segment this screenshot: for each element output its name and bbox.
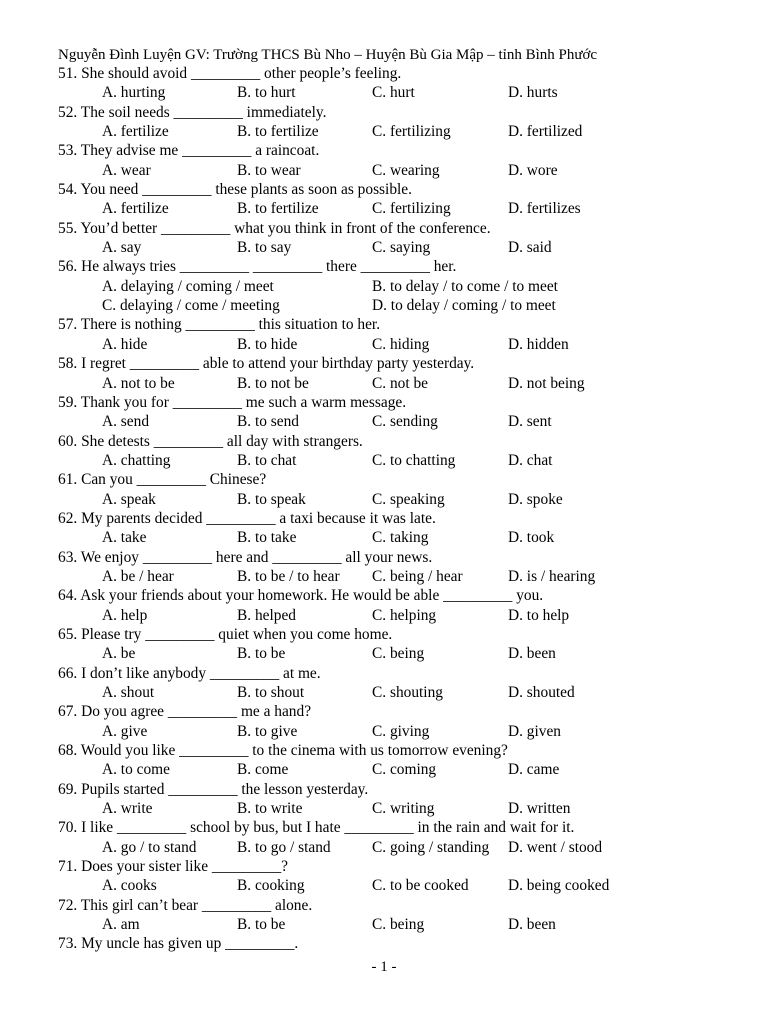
answer-option: A. to come bbox=[102, 761, 170, 779]
answer-option: A. wear bbox=[102, 161, 151, 179]
answer-option: C. being bbox=[372, 645, 425, 663]
answer-option: C. helping bbox=[372, 606, 437, 624]
question-stem: 73. My uncle has given up _________. bbox=[58, 935, 299, 953]
answer-options-row bbox=[58, 490, 748, 509]
answer-option: B. to shout bbox=[237, 684, 305, 701]
answer-option: B. to chat bbox=[237, 451, 297, 469]
answer-option: A. write bbox=[102, 800, 153, 818]
answer-option: D. came bbox=[508, 761, 560, 779]
answer-option: A. fertilize bbox=[102, 200, 169, 218]
answer-option: C. writing bbox=[372, 800, 435, 818]
question-item bbox=[58, 432, 748, 471]
answer-option: A. take bbox=[102, 529, 147, 547]
question-item bbox=[58, 315, 748, 354]
answer-option: D. said bbox=[508, 239, 552, 257]
question-item bbox=[58, 586, 748, 625]
question-stem: 66. I don’t like anybody _________ at me. bbox=[58, 664, 321, 682]
question-item bbox=[58, 664, 748, 703]
answer-option: D. fertilized bbox=[508, 123, 583, 141]
answer-options-row bbox=[58, 161, 748, 180]
answer-option: D. been bbox=[508, 916, 556, 934]
answer-option: A. delaying / coming / meet bbox=[102, 277, 274, 295]
question-stem: 62. My parents decided _________ a taxi because it was late. bbox=[58, 509, 436, 527]
answer-option: D. to help bbox=[508, 606, 570, 624]
answer-option: B. to fertilize bbox=[237, 123, 319, 141]
answer-option: C. taking bbox=[372, 529, 429, 547]
question-item bbox=[58, 548, 748, 587]
answer-options-row bbox=[58, 876, 748, 895]
question-stem: 60. She detests _________ all day with strangers. bbox=[58, 432, 363, 450]
answer-options-row bbox=[58, 374, 748, 393]
question-stem: 53. They advise me _________ a raincoat. bbox=[58, 142, 320, 160]
question-stem: 69. Pupils started _________ the lesson yesterday. bbox=[58, 780, 369, 798]
answer-options-row bbox=[58, 915, 748, 934]
answer-option: B. to give bbox=[237, 722, 298, 740]
answer-options-row bbox=[58, 296, 748, 315]
answer-option: B. to not be bbox=[237, 374, 309, 392]
answer-option: D. given bbox=[508, 722, 562, 740]
question-item bbox=[58, 141, 748, 180]
question-stem: 54. You need _________ these plants as soon as possible. bbox=[58, 181, 412, 199]
question-item bbox=[58, 103, 748, 142]
question-stem: 61. Can you _________ Chinese? bbox=[58, 471, 267, 489]
question-item bbox=[58, 219, 748, 258]
answer-option: A. go / to stand bbox=[102, 838, 197, 856]
answer-option: A. help bbox=[102, 606, 148, 624]
answer-options-row bbox=[58, 799, 748, 818]
question-item bbox=[58, 702, 748, 741]
answer-option: C. hurt bbox=[372, 84, 415, 102]
question-item bbox=[58, 470, 748, 509]
answer-options-row bbox=[58, 760, 748, 779]
question-stem: 51. She should avoid _________ other people’s feeling. bbox=[58, 65, 402, 82]
answer-option: A. say bbox=[102, 239, 142, 257]
answer-option: D. hurts bbox=[508, 84, 558, 102]
answer-option: C. being bbox=[372, 916, 425, 934]
answer-option: B. helped bbox=[237, 606, 296, 624]
answer-option: C. wearing bbox=[372, 161, 440, 179]
question-stem: 58. I regret _________ able to attend your birthday party yesterday. bbox=[58, 355, 475, 373]
answer-option: A. be / hear bbox=[102, 567, 174, 585]
answer-options-row bbox=[58, 277, 748, 296]
question-stem: 67. Do you agree _________ me a hand? bbox=[58, 703, 312, 721]
question-stem: 68. Would you like _________ to the cinema with us tomorrow evening? bbox=[58, 742, 508, 760]
question-stem: 72. This girl can’t bear _________ alone. bbox=[58, 896, 313, 914]
answer-option: D. went / stood bbox=[508, 838, 603, 856]
question-item bbox=[58, 741, 748, 780]
question-stem: 71. Does your sister like _________? bbox=[58, 858, 288, 876]
answer-option: D. written bbox=[508, 800, 571, 818]
answer-option: A. chatting bbox=[102, 451, 171, 469]
answer-option: A. give bbox=[102, 722, 148, 740]
question-item bbox=[58, 896, 748, 935]
answer-options-row bbox=[58, 838, 748, 857]
answer-option: A. fertilize bbox=[102, 123, 169, 141]
question-item bbox=[58, 934, 748, 953]
question-stem: 70. I like _________ school by bus, but I hate _________ in the rain and wait for it. bbox=[58, 819, 575, 837]
answer-option: A. not to be bbox=[102, 374, 175, 392]
question-stem: 57. There is nothing _________ this situation to her. bbox=[58, 316, 381, 334]
answer-options-row bbox=[58, 122, 748, 141]
answer-options-row bbox=[58, 722, 748, 741]
answer-option: D. took bbox=[508, 529, 555, 547]
answer-option: C. giving bbox=[372, 722, 430, 740]
answer-option: C. hiding bbox=[372, 335, 430, 353]
answer-option: D. sent bbox=[508, 413, 552, 431]
answer-option: A. be bbox=[102, 645, 136, 663]
question-item bbox=[58, 818, 748, 857]
answer-option: D. wore bbox=[508, 161, 558, 179]
answer-option: B. to speak bbox=[237, 490, 306, 508]
answer-option: C. coming bbox=[372, 761, 437, 779]
answer-option: D. is / hearing bbox=[508, 567, 596, 585]
question-item bbox=[58, 64, 748, 103]
answer-option: D. fertilizes bbox=[508, 200, 581, 218]
answer-option: A. hurting bbox=[102, 84, 166, 102]
answer-option: C. being / hear bbox=[372, 567, 463, 585]
question-stem: 55. You’d better _________ what you think in front of the conference. bbox=[58, 219, 491, 237]
answer-option: C. shouting bbox=[372, 684, 443, 701]
answer-option: B. to be bbox=[237, 645, 286, 663]
answer-option: B. to hide bbox=[237, 335, 298, 353]
answer-option: D. to delay / coming / to meet bbox=[372, 297, 556, 315]
answer-option: B. to wear bbox=[237, 161, 301, 179]
answer-option: D. shouted bbox=[508, 684, 575, 701]
answer-options-row bbox=[58, 83, 748, 102]
question-item bbox=[58, 257, 748, 315]
question-item bbox=[58, 780, 748, 819]
page-header: Nguyễn Đình Luyện GV: Trường THCS Bù Nho – Huyện Bù Gia Mập – tỉnh Bình Phước bbox=[58, 47, 598, 63]
answer-option: D. not being bbox=[508, 374, 585, 392]
question-item bbox=[58, 857, 748, 896]
answer-option: C. speaking bbox=[372, 490, 445, 508]
answer-option: C. fertilizing bbox=[372, 200, 451, 218]
answer-options-row bbox=[58, 606, 748, 625]
answer-option: C. fertilizing bbox=[372, 123, 451, 141]
question-item bbox=[58, 354, 748, 393]
answer-options-row bbox=[58, 528, 748, 547]
question-item bbox=[58, 509, 748, 548]
answer-options-row bbox=[58, 238, 748, 257]
answer-option: C. delaying / come / meeting bbox=[102, 297, 280, 315]
answer-option: C. saying bbox=[372, 239, 431, 257]
question-stem: 64. Ask your friends about your homework. He would be able _________ you. bbox=[58, 587, 544, 605]
question-stem: 56. He always tries _________ _________ there _________ her. bbox=[58, 258, 457, 276]
answer-option: B. to fertilize bbox=[237, 200, 319, 218]
answer-options-row bbox=[58, 644, 748, 663]
question-stem: 65. Please try _________ quiet when you come home. bbox=[58, 625, 393, 643]
question-item bbox=[58, 180, 748, 219]
answer-options-row bbox=[58, 199, 748, 218]
answer-option: B. to write bbox=[237, 800, 303, 818]
answer-option: D. hidden bbox=[508, 335, 569, 353]
answer-option: A. hide bbox=[102, 335, 148, 353]
answer-option: C. to chatting bbox=[372, 451, 456, 469]
answer-option: B. to be bbox=[237, 916, 286, 934]
answer-options-row bbox=[58, 451, 748, 470]
answer-option: D. spoke bbox=[508, 490, 563, 508]
answer-options-row bbox=[58, 335, 748, 354]
question-stem: 59. Thank you for _________ me such a warm message. bbox=[58, 393, 407, 411]
question-stem: 63. We enjoy _________ here and _________ all your news. bbox=[58, 548, 433, 566]
page-number: - 1 - bbox=[371, 959, 397, 975]
answer-option: B. to go / stand bbox=[237, 838, 331, 856]
answer-option: A. speak bbox=[102, 490, 156, 508]
answer-option: C. to be cooked bbox=[372, 877, 469, 895]
answer-option: B. to delay / to come / to meet bbox=[372, 277, 558, 295]
answer-option: D. been bbox=[508, 645, 556, 663]
answer-option: A. am bbox=[102, 916, 140, 934]
answer-option: A. cooks bbox=[102, 877, 157, 895]
answer-option: B. to take bbox=[237, 529, 297, 547]
answer-option: A. shout bbox=[102, 684, 155, 701]
question-item bbox=[58, 625, 748, 664]
answer-options-row bbox=[58, 412, 748, 431]
answer-options-row bbox=[58, 683, 748, 702]
answer-option: B. to hurt bbox=[237, 84, 296, 102]
answer-option: B. to be / to hear bbox=[237, 567, 340, 585]
answer-option: A. send bbox=[102, 413, 150, 431]
question-item bbox=[58, 393, 748, 432]
answer-option: C. not be bbox=[372, 374, 429, 392]
answer-options-row bbox=[58, 567, 748, 586]
answer-option: B. to say bbox=[237, 239, 292, 257]
answer-option: C. going / standing bbox=[372, 838, 490, 856]
answer-option: D. being cooked bbox=[508, 877, 610, 895]
answer-option: B. come bbox=[237, 761, 289, 779]
answer-option: C. sending bbox=[372, 413, 438, 431]
answer-option: B. cooking bbox=[237, 877, 305, 895]
question-list bbox=[58, 64, 748, 954]
question-stem: 52. The soil needs _________ immediately. bbox=[58, 103, 327, 121]
answer-option: B. to send bbox=[237, 413, 299, 431]
answer-option: D. chat bbox=[508, 451, 553, 469]
